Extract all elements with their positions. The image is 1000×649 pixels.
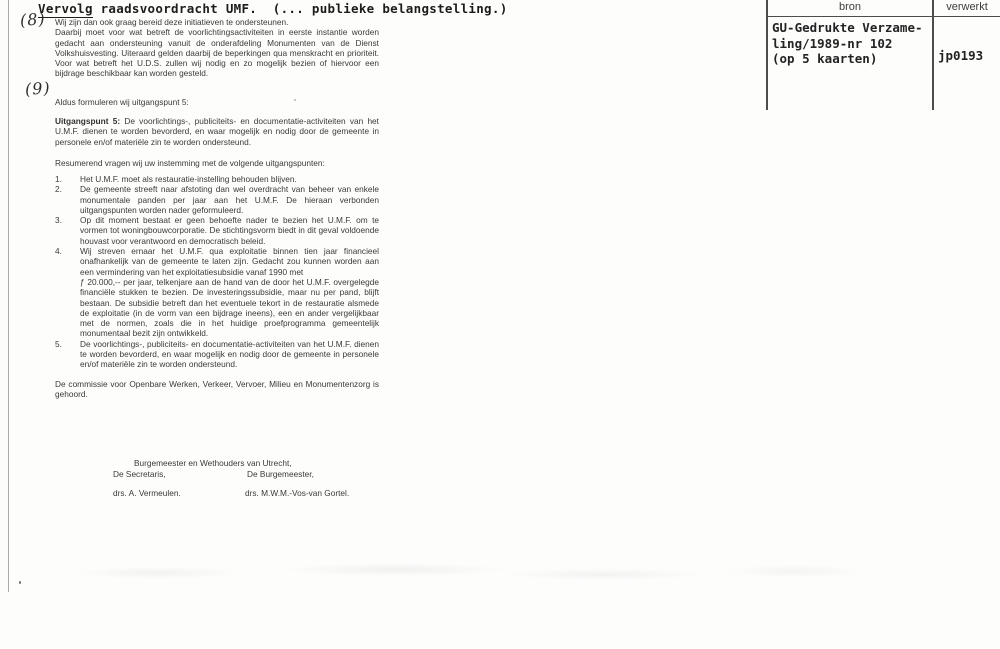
list-item bbox=[55, 215, 379, 246]
principle-5-paragraph bbox=[55, 116, 379, 147]
intro-rest: Daarbij moet voor wat betreft de voorlichtingsactiviteiten in eerste instantie worden gedacht aan ondersteuning vanuit de onderafdeling Monumenten van de Dienst Volkshuisvesting. Uiteraard gelden daarbij de beperkingen qua menskracht en prioriteit. Voor wat betreft het U.D.S. zullen wij nodig en zo mogelijk bezien of hiervoor een bijdrage beschikbaar kan worden gesteld. bbox=[55, 27, 379, 79]
list-item-number: 3. bbox=[55, 215, 62, 226]
stamp-bron-line: (op 5 kaarten) bbox=[772, 51, 878, 66]
list-item-number: 1. bbox=[55, 174, 62, 184]
signature-name-secretaris: drs. A. Vermeulen. bbox=[113, 488, 181, 498]
list-item-number: 2. bbox=[55, 184, 62, 195]
list-item-text: Het U.M.F. moet als restauratie-instelling behouden blijven. bbox=[80, 174, 297, 184]
scan-smudge-artifact bbox=[15, 560, 965, 592]
commission-heard-paragraph: De commissie voor Openbare Werken, Verkeer, Vervoer, Milieu en Monumentenzorg is gehoord. bbox=[55, 379, 379, 400]
stamp-header-bron: bron bbox=[838, 1, 862, 13]
summary-intro-line: Resumerend vragen wij uw instemming met de volgende uitgangspunten: bbox=[55, 158, 325, 168]
stamp-bron-line: ling/1989-nr 102 bbox=[772, 35, 893, 51]
handwritten-margin-number-9: (9) bbox=[24, 78, 52, 99]
numbered-point-list bbox=[55, 174, 379, 370]
document-title bbox=[38, 1, 508, 16]
title-rest: raadsvoordracht UMF. (... publieke belangstelling.) bbox=[92, 1, 508, 16]
list-item-number: 5. bbox=[55, 338, 62, 349]
list-item bbox=[55, 174, 379, 184]
title-underlined-word: Vervolg bbox=[38, 1, 93, 16]
principle-5-label: Uitgangspunt 5: bbox=[55, 116, 121, 126]
list-item-text bbox=[80, 246, 379, 339]
list-item bbox=[55, 184, 379, 215]
signature-organisation: Burgemeester en Wethouders van Utrecht, bbox=[134, 458, 292, 468]
list-item-text: De voorlichtings-, publiciteits- en documentatie-activiteiten van het U.M.F. dienen te worden bevorderd, en waar mogelijk en nodig door de gemeente in personele en/of materiële zin te worden ondersteund. bbox=[80, 338, 379, 370]
principle-5-text: De voorlichtings-, publiciteits- en documentatie-activiteiten van het U.M.F. dienen te worden bevorderd, en waar mogelijk en nodig door de gemeente in personele en/of materiële zin te worden ondersteund. bbox=[55, 116, 379, 147]
stamp-table-header-rule bbox=[766, 16, 1000, 18]
stamp-header-verwerkt: verwerkt bbox=[946, 1, 988, 13]
aldus-line: Aldus formuleren wij uitgangspunt 5: bbox=[55, 97, 189, 107]
list-item-number: 4. bbox=[55, 246, 62, 257]
list-item-text: De gemeente streeft naar afstoting dan wel overdracht van beheer van enkele monumentale panden per jaar aan het U.M.F. De hieraan verbonden uitgangspunten worden nader geformuleerd. bbox=[80, 184, 379, 215]
list-item bbox=[55, 246, 379, 339]
signature-role-burgemeester: De Burgemeester, bbox=[247, 469, 314, 479]
stamp-bron-value bbox=[772, 20, 923, 67]
list-item-text-part1: Wij streven ernaar het U.M.F. qua exploitatie binnen tien jaar financieel onafhankelijk van de gemeente te laten zijn. Gedacht zou kunnen worden aan een vermindering van het exploitatiesubsidie vanaf 1990 met bbox=[80, 246, 379, 277]
list-item-text-part2: ƒ 20.000,-- per jaar, telkenjare aan de hand van de door het U.M.F. overgelegde financiële stukken te bezien. De investeringssubsidie, maar nu per pand, blijft bestaan. De subsidie betreft dan het eventuele tekort in de restauratie alsmede de exploitatie (in de vorm van een bijdrage ineens), een en ander vergelijkbaar met de normen, zoals die in het huidige proefprogramma gemeentelijk monumentaal bezit zijn ontwikkeld. bbox=[80, 276, 379, 339]
scan-speck-artifact bbox=[19, 581, 21, 584]
signature-role-secretaris: De Secretaris, bbox=[113, 469, 166, 479]
stamp-verwerkt-value: jp0193 bbox=[938, 48, 984, 63]
stamp-bron-line: GU-Gedrukte Verzame- bbox=[772, 20, 923, 35]
list-item bbox=[55, 339, 379, 370]
signature-name-burgemeester: drs. M.W.M.-Vos-van Gortel. bbox=[245, 488, 350, 498]
handwritten-margin-number-8: (8) bbox=[19, 9, 47, 30]
intro-paragraph bbox=[55, 17, 379, 79]
scan-speck-artifact bbox=[294, 99, 296, 101]
card-left-border bbox=[8, 0, 9, 592]
list-item-text: Op dit moment bestaat er geen behoefte nader te bezien het U.M.F. om te vormen tot woningbouwcorporatie. De stichtingsvorm biedt in dit geval voldoende houvast voor verantwoord en democratisch beleid. bbox=[80, 215, 379, 246]
intro-first-line: Wij zijn dan ook graag bereid deze initiatieven te ondersteunen. bbox=[55, 17, 289, 27]
